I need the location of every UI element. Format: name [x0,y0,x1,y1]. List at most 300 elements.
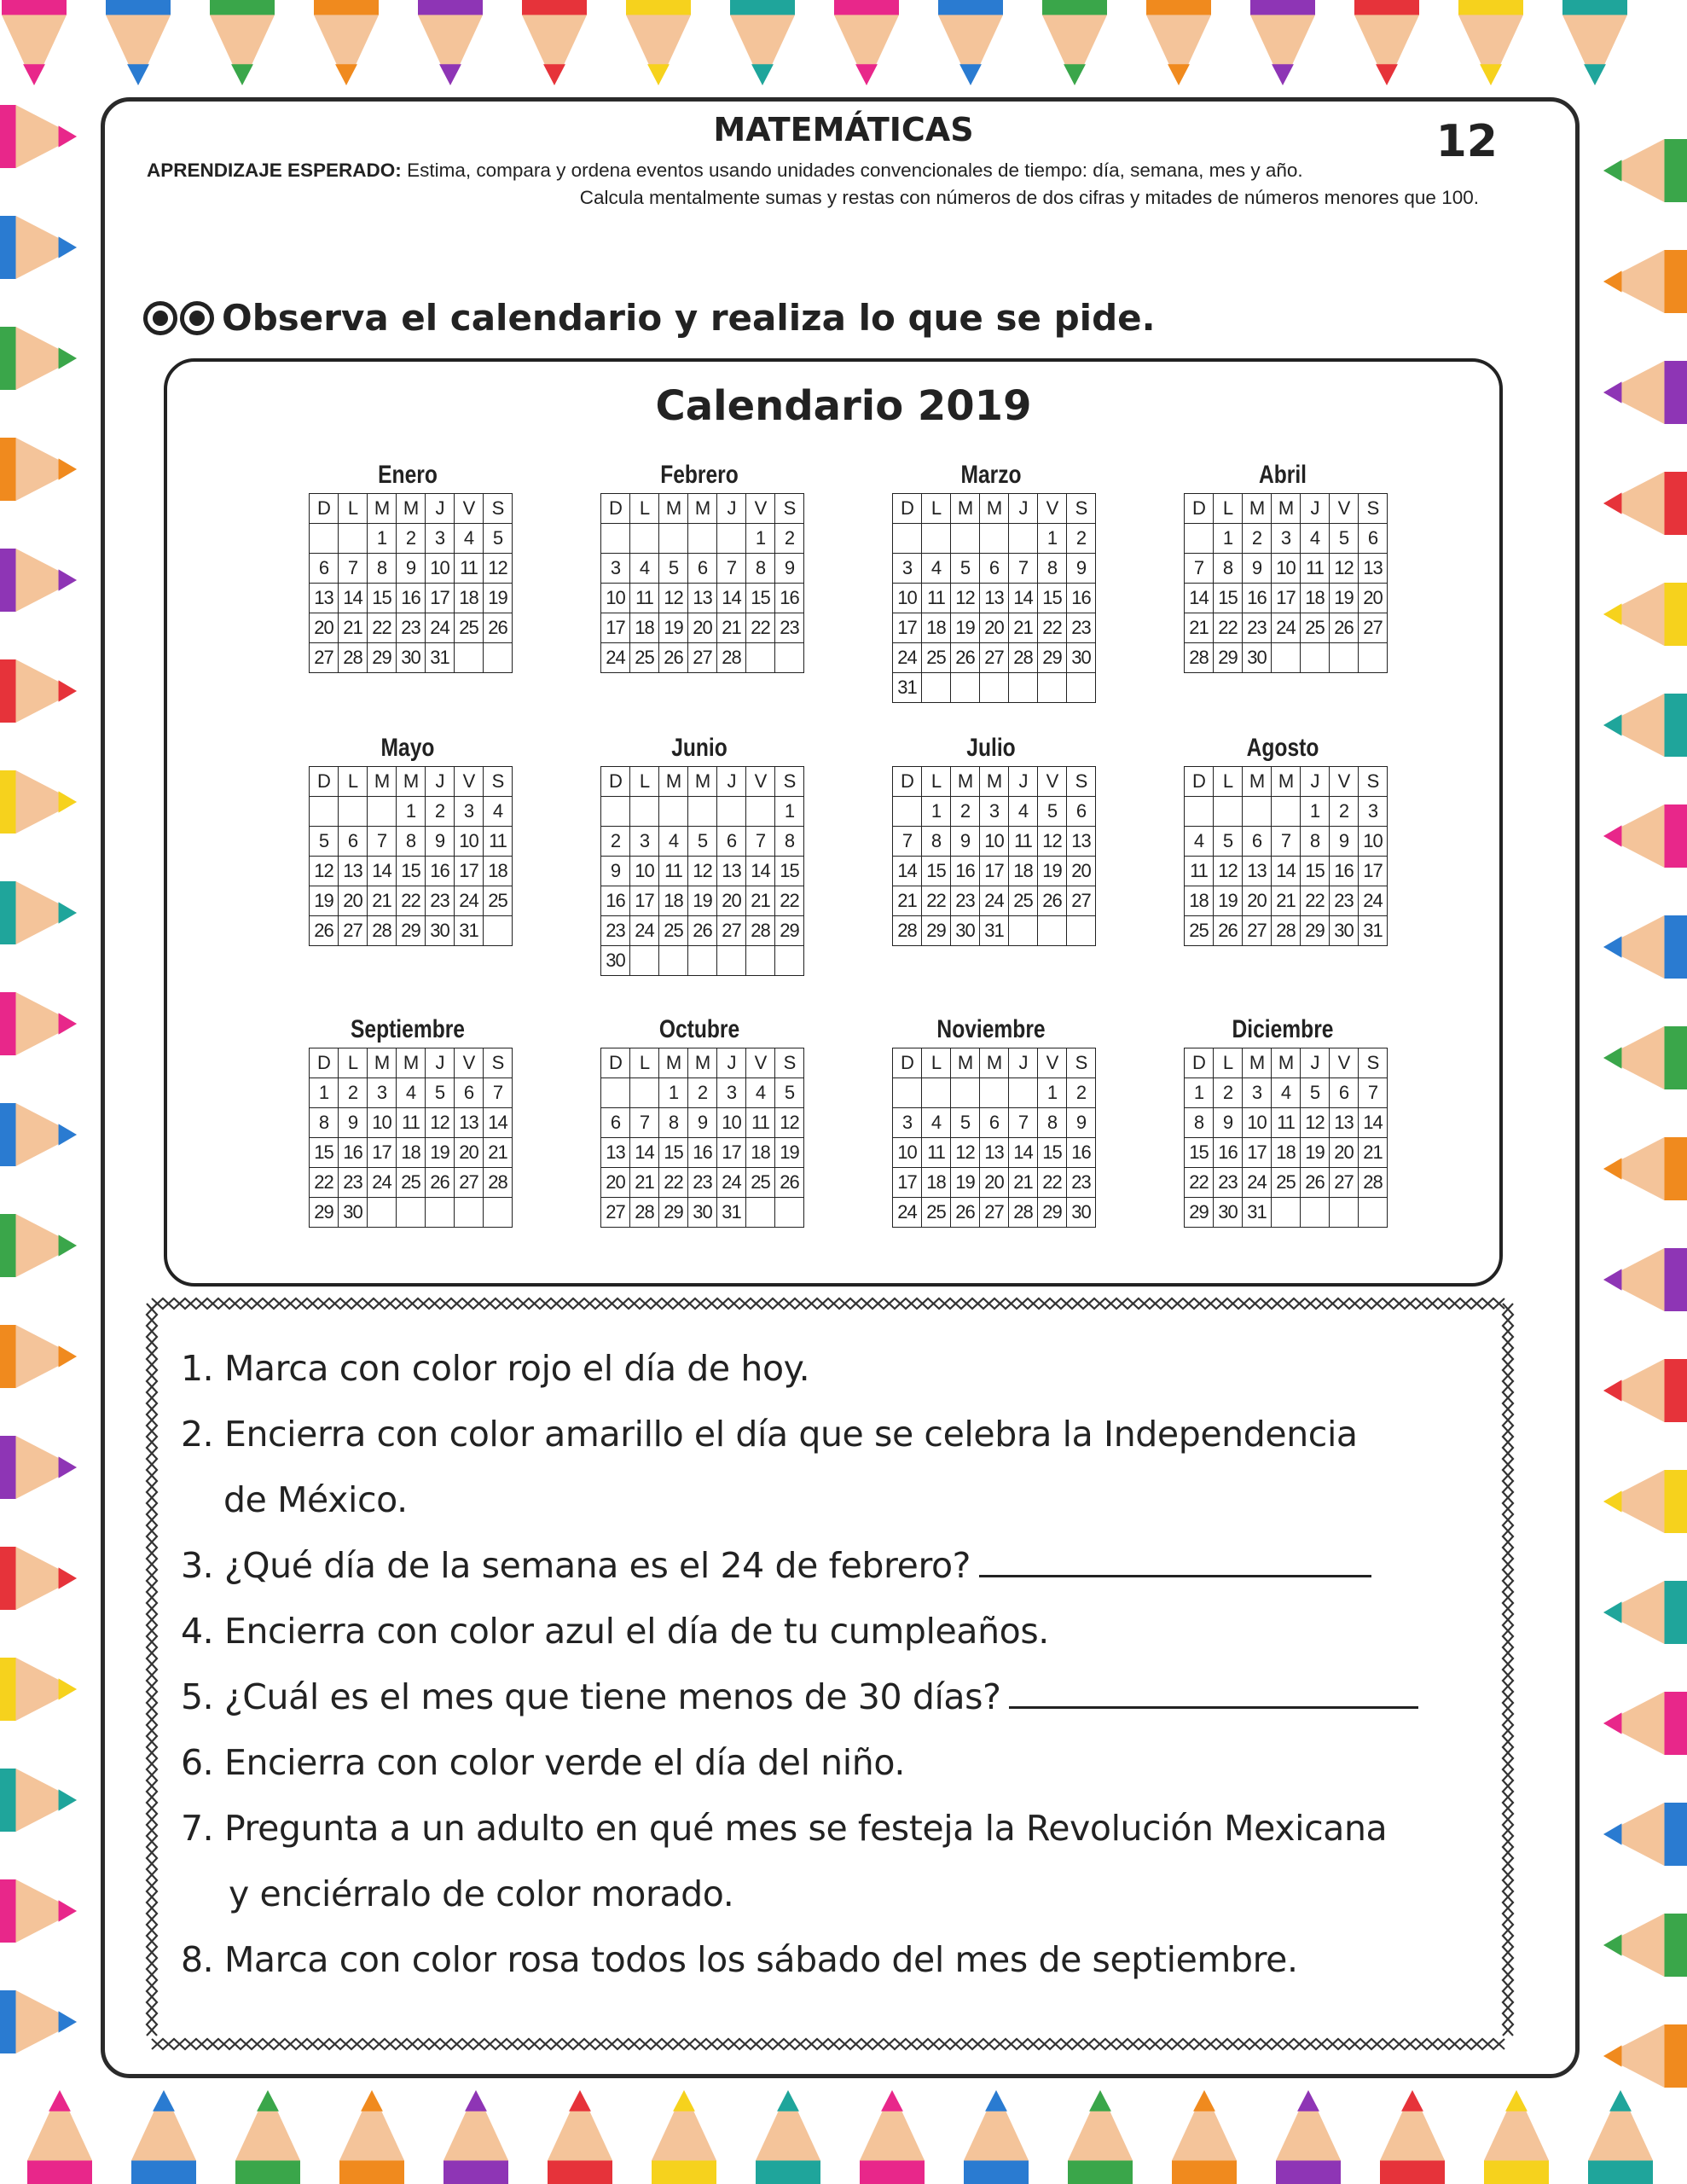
day-cell[interactable] [1009,524,1038,554]
day-cell[interactable]: 3 [1359,797,1388,827]
day-cell[interactable]: 12 [659,584,688,613]
day-cell[interactable]: 30 [1214,1198,1243,1228]
day-cell[interactable]: 15 [1038,584,1067,613]
day-cell[interactable]: 8 [1185,1108,1214,1138]
day-cell[interactable] [893,524,922,554]
day-cell[interactable]: 20 [688,613,717,643]
day-cell[interactable]: 2 [397,524,426,554]
day-cell[interactable]: 8 [1038,1108,1067,1138]
day-cell[interactable]: 20 [980,613,1009,643]
day-cell[interactable]: 19 [484,584,513,613]
day-cell[interactable]: 28 [1185,643,1214,673]
day-cell[interactable]: 14 [339,584,368,613]
day-cell[interactable]: 2 [1330,797,1359,827]
day-cell[interactable]: 15 [1038,1138,1067,1168]
day-cell[interactable]: 6 [1359,524,1388,554]
day-cell[interactable] [659,797,688,827]
day-cell[interactable]: 13 [980,1138,1009,1168]
day-cell[interactable]: 31 [717,1198,746,1228]
day-cell[interactable]: 24 [980,886,1009,916]
day-cell[interactable]: 29 [1301,916,1330,946]
day-cell[interactable] [1038,916,1067,946]
day-cell[interactable]: 27 [1359,613,1388,643]
day-cell[interactable] [1185,797,1214,827]
day-cell[interactable]: 16 [775,584,804,613]
day-cell[interactable]: 12 [1330,554,1359,584]
day-cell[interactable]: 17 [426,584,455,613]
day-cell[interactable]: 14 [484,1108,513,1138]
day-cell[interactable]: 5 [688,827,717,857]
day-cell[interactable]: 11 [484,827,513,857]
day-cell[interactable]: 29 [397,916,426,946]
day-cell[interactable]: 24 [893,1198,922,1228]
day-cell[interactable]: 3 [717,1078,746,1108]
day-cell[interactable]: 1 [1038,1078,1067,1108]
day-cell[interactable]: 27 [455,1168,484,1198]
day-cell[interactable]: 24 [893,643,922,673]
day-cell[interactable]: 26 [1330,613,1359,643]
day-cell[interactable]: 28 [1009,643,1038,673]
day-cell[interactable]: 15 [775,857,804,886]
day-cell[interactable]: 2 [1067,524,1096,554]
day-cell[interactable]: 12 [1038,827,1067,857]
day-cell[interactable]: 6 [1330,1078,1359,1108]
day-cell[interactable]: 27 [717,916,746,946]
day-cell[interactable]: 22 [746,613,775,643]
day-cell[interactable]: 23 [775,613,804,643]
day-cell[interactable]: 23 [1067,613,1096,643]
day-cell[interactable]: 27 [339,916,368,946]
day-cell[interactable] [1038,673,1067,703]
day-cell[interactable]: 8 [659,1108,688,1138]
day-cell[interactable] [922,1078,951,1108]
day-cell[interactable]: 22 [1038,613,1067,643]
day-cell[interactable]: 11 [1301,554,1330,584]
day-cell[interactable] [484,643,513,673]
day-cell[interactable]: 25 [659,916,688,946]
day-cell[interactable]: 6 [980,1108,1009,1138]
day-cell[interactable]: 4 [922,554,951,584]
day-cell[interactable]: 3 [630,827,659,857]
day-cell[interactable]: 12 [951,1138,980,1168]
day-cell[interactable] [951,673,980,703]
day-cell[interactable]: 14 [368,857,397,886]
day-cell[interactable]: 25 [630,643,659,673]
day-cell[interactable]: 20 [601,1168,630,1198]
day-cell[interactable]: 5 [484,524,513,554]
day-cell[interactable]: 16 [1067,1138,1096,1168]
day-cell[interactable]: 26 [426,1168,455,1198]
day-cell[interactable] [1272,1198,1301,1228]
day-cell[interactable]: 10 [601,584,630,613]
day-cell[interactable] [484,916,513,946]
day-cell[interactable]: 9 [1330,827,1359,857]
day-cell[interactable]: 2 [775,524,804,554]
day-cell[interactable] [775,946,804,976]
day-cell[interactable] [746,946,775,976]
day-cell[interactable]: 20 [455,1138,484,1168]
day-cell[interactable]: 29 [659,1198,688,1228]
day-cell[interactable]: 1 [922,797,951,827]
day-cell[interactable]: 11 [1009,827,1038,857]
day-cell[interactable]: 11 [397,1108,426,1138]
day-cell[interactable]: 21 [1009,613,1038,643]
day-cell[interactable]: 17 [455,857,484,886]
day-cell[interactable]: 6 [980,554,1009,584]
day-cell[interactable]: 13 [980,584,1009,613]
day-cell[interactable]: 28 [630,1198,659,1228]
day-cell[interactable]: 18 [484,857,513,886]
day-cell[interactable]: 7 [1009,554,1038,584]
day-cell[interactable]: 22 [922,886,951,916]
day-cell[interactable]: 3 [1272,524,1301,554]
day-cell[interactable]: 1 [368,524,397,554]
day-cell[interactable]: 16 [951,857,980,886]
day-cell[interactable]: 18 [397,1138,426,1168]
day-cell[interactable]: 29 [1038,643,1067,673]
day-cell[interactable] [368,797,397,827]
day-cell[interactable]: 2 [1243,524,1272,554]
day-cell[interactable]: 13 [1359,554,1388,584]
day-cell[interactable]: 30 [339,1198,368,1228]
day-cell[interactable]: 27 [980,1198,1009,1228]
day-cell[interactable]: 24 [1243,1168,1272,1198]
day-cell[interactable]: 8 [1301,827,1330,857]
day-cell[interactable]: 16 [426,857,455,886]
day-cell[interactable]: 28 [1359,1168,1388,1198]
day-cell[interactable]: 17 [1272,584,1301,613]
day-cell[interactable]: 10 [368,1108,397,1138]
day-cell[interactable] [893,1078,922,1108]
day-cell[interactable] [688,797,717,827]
day-cell[interactable]: 16 [397,584,426,613]
day-cell[interactable]: 24 [426,613,455,643]
day-cell[interactable]: 28 [1009,1198,1038,1228]
day-cell[interactable]: 12 [688,857,717,886]
day-cell[interactable]: 23 [951,886,980,916]
day-cell[interactable]: 9 [397,554,426,584]
day-cell[interactable] [455,643,484,673]
day-cell[interactable]: 19 [775,1138,804,1168]
day-cell[interactable]: 26 [688,916,717,946]
day-cell[interactable]: 17 [980,857,1009,886]
day-cell[interactable]: 17 [717,1138,746,1168]
day-cell[interactable]: 19 [951,1168,980,1198]
day-cell[interactable]: 14 [746,857,775,886]
day-cell[interactable]: 30 [1330,916,1359,946]
day-cell[interactable] [951,524,980,554]
day-cell[interactable]: 25 [484,886,513,916]
day-cell[interactable]: 15 [310,1138,339,1168]
day-cell[interactable]: 3 [455,797,484,827]
day-cell[interactable]: 8 [1038,554,1067,584]
day-cell[interactable]: 19 [426,1138,455,1168]
day-cell[interactable]: 10 [630,857,659,886]
day-cell[interactable]: 14 [1359,1108,1388,1138]
day-cell[interactable]: 25 [922,1198,951,1228]
day-cell[interactable]: 15 [1185,1138,1214,1168]
day-cell[interactable] [1067,673,1096,703]
day-cell[interactable] [426,1198,455,1228]
day-cell[interactable] [659,946,688,976]
day-cell[interactable]: 21 [1185,613,1214,643]
day-cell[interactable]: 3 [368,1078,397,1108]
day-cell[interactable] [1243,797,1272,827]
day-cell[interactable]: 10 [455,827,484,857]
day-cell[interactable]: 20 [339,886,368,916]
day-cell[interactable]: 8 [368,554,397,584]
day-cell[interactable]: 6 [717,827,746,857]
day-cell[interactable]: 11 [1272,1108,1301,1138]
day-cell[interactable]: 17 [368,1138,397,1168]
day-cell[interactable]: 4 [630,554,659,584]
day-cell[interactable]: 2 [339,1078,368,1108]
day-cell[interactable]: 4 [397,1078,426,1108]
day-cell[interactable]: 26 [951,643,980,673]
day-cell[interactable]: 17 [1243,1138,1272,1168]
day-cell[interactable]: 13 [1330,1108,1359,1138]
day-cell[interactable]: 1 [1301,797,1330,827]
day-cell[interactable]: 23 [1067,1168,1096,1198]
day-cell[interactable]: 1 [1214,524,1243,554]
day-cell[interactable]: 16 [1330,857,1359,886]
day-cell[interactable] [717,946,746,976]
day-cell[interactable]: 21 [1359,1138,1388,1168]
day-cell[interactable]: 31 [455,916,484,946]
day-cell[interactable]: 12 [775,1108,804,1138]
day-cell[interactable]: 17 [893,1168,922,1198]
day-cell[interactable]: 7 [1185,554,1214,584]
day-cell[interactable] [922,524,951,554]
day-cell[interactable]: 5 [951,1108,980,1138]
day-cell[interactable]: 11 [922,1138,951,1168]
day-cell[interactable] [455,1198,484,1228]
day-cell[interactable]: 18 [659,886,688,916]
day-cell[interactable]: 23 [1243,613,1272,643]
day-cell[interactable]: 18 [1009,857,1038,886]
day-cell[interactable]: 10 [426,554,455,584]
day-cell[interactable]: 31 [1359,916,1388,946]
day-cell[interactable]: 10 [1272,554,1301,584]
day-cell[interactable]: 5 [1330,524,1359,554]
day-cell[interactable]: 25 [1009,886,1038,916]
day-cell[interactable]: 2 [1067,1078,1096,1108]
day-cell[interactable]: 13 [1067,827,1096,857]
day-cell[interactable]: 21 [746,886,775,916]
day-cell[interactable]: 5 [1038,797,1067,827]
day-cell[interactable]: 2 [688,1078,717,1108]
day-cell[interactable]: 5 [1301,1078,1330,1108]
day-cell[interactable] [1009,1078,1038,1108]
day-cell[interactable]: 29 [1214,643,1243,673]
day-cell[interactable]: 30 [1243,643,1272,673]
day-cell[interactable]: 7 [1359,1078,1388,1108]
day-cell[interactable]: 13 [601,1138,630,1168]
day-cell[interactable]: 25 [1272,1168,1301,1198]
day-cell[interactable]: 17 [630,886,659,916]
day-cell[interactable]: 15 [746,584,775,613]
day-cell[interactable] [630,524,659,554]
day-cell[interactable]: 9 [951,827,980,857]
day-cell[interactable]: 13 [310,584,339,613]
day-cell[interactable]: 27 [1067,886,1096,916]
day-cell[interactable]: 6 [688,554,717,584]
day-cell[interactable]: 11 [630,584,659,613]
day-cell[interactable]: 24 [368,1168,397,1198]
day-cell[interactable]: 16 [1067,584,1096,613]
day-cell[interactable] [339,797,368,827]
day-cell[interactable] [630,797,659,827]
day-cell[interactable]: 19 [951,613,980,643]
day-cell[interactable]: 16 [339,1138,368,1168]
day-cell[interactable]: 9 [601,857,630,886]
day-cell[interactable]: 11 [746,1108,775,1138]
day-cell[interactable]: 5 [1214,827,1243,857]
day-cell[interactable]: 12 [951,584,980,613]
day-cell[interactable]: 27 [980,643,1009,673]
day-cell[interactable]: 13 [717,857,746,886]
day-cell[interactable] [1272,643,1301,673]
day-cell[interactable]: 5 [951,554,980,584]
day-cell[interactable]: 20 [310,613,339,643]
day-cell[interactable]: 8 [1214,554,1243,584]
day-cell[interactable]: 26 [484,613,513,643]
day-cell[interactable] [688,946,717,976]
day-cell[interactable]: 15 [1214,584,1243,613]
day-cell[interactable]: 6 [310,554,339,584]
day-cell[interactable]: 21 [484,1138,513,1168]
day-cell[interactable]: 2 [426,797,455,827]
day-cell[interactable] [1301,643,1330,673]
day-cell[interactable] [893,797,922,827]
day-cell[interactable]: 4 [484,797,513,827]
day-cell[interactable]: 3 [601,554,630,584]
day-cell[interactable] [601,524,630,554]
day-cell[interactable]: 22 [397,886,426,916]
day-cell[interactable]: 10 [1359,827,1388,857]
day-cell[interactable]: 3 [1243,1078,1272,1108]
day-cell[interactable]: 6 [1243,827,1272,857]
day-cell[interactable] [717,797,746,827]
day-cell[interactable]: 22 [1038,1168,1067,1198]
day-cell[interactable]: 31 [1243,1198,1272,1228]
day-cell[interactable]: 2 [1214,1078,1243,1108]
day-cell[interactable] [601,1078,630,1108]
day-cell[interactable] [1330,643,1359,673]
day-cell[interactable]: 1 [397,797,426,827]
day-cell[interactable]: 10 [893,1138,922,1168]
day-cell[interactable]: 12 [310,857,339,886]
day-cell[interactable]: 23 [397,613,426,643]
day-cell[interactable]: 29 [922,916,951,946]
day-cell[interactable]: 15 [922,857,951,886]
day-cell[interactable] [746,643,775,673]
day-cell[interactable] [717,524,746,554]
day-cell[interactable]: 14 [630,1138,659,1168]
day-cell[interactable]: 13 [1243,857,1272,886]
day-cell[interactable]: 23 [688,1168,717,1198]
day-cell[interactable]: 19 [688,886,717,916]
day-cell[interactable] [1067,916,1096,946]
day-cell[interactable]: 10 [717,1108,746,1138]
day-cell[interactable]: 20 [717,886,746,916]
day-cell[interactable]: 26 [1214,916,1243,946]
day-cell[interactable]: 7 [630,1108,659,1138]
day-cell[interactable]: 24 [630,916,659,946]
answer-line[interactable] [979,1546,1371,1577]
day-cell[interactable]: 17 [601,613,630,643]
day-cell[interactable]: 11 [1185,857,1214,886]
day-cell[interactable]: 29 [1185,1198,1214,1228]
day-cell[interactable]: 3 [426,524,455,554]
day-cell[interactable] [1009,916,1038,946]
day-cell[interactable] [1272,797,1301,827]
day-cell[interactable]: 21 [630,1168,659,1198]
day-cell[interactable]: 19 [310,886,339,916]
day-cell[interactable]: 14 [893,857,922,886]
day-cell[interactable]: 12 [1214,857,1243,886]
day-cell[interactable]: 9 [426,827,455,857]
day-cell[interactable]: 31 [893,673,922,703]
day-cell[interactable]: 11 [922,584,951,613]
day-cell[interactable]: 30 [951,916,980,946]
day-cell[interactable]: 27 [688,643,717,673]
day-cell[interactable] [310,797,339,827]
day-cell[interactable] [980,673,1009,703]
day-cell[interactable]: 18 [1272,1138,1301,1168]
day-cell[interactable]: 30 [1067,1198,1096,1228]
day-cell[interactable]: 28 [893,916,922,946]
day-cell[interactable]: 26 [1301,1168,1330,1198]
day-cell[interactable]: 8 [922,827,951,857]
day-cell[interactable]: 18 [922,613,951,643]
day-cell[interactable]: 26 [310,916,339,946]
day-cell[interactable]: 7 [368,827,397,857]
answer-line[interactable] [1009,1677,1418,1709]
day-cell[interactable]: 3 [980,797,1009,827]
day-cell[interactable]: 25 [397,1168,426,1198]
day-cell[interactable]: 1 [775,797,804,827]
day-cell[interactable]: 14 [717,584,746,613]
day-cell[interactable]: 24 [601,643,630,673]
day-cell[interactable]: 11 [659,857,688,886]
day-cell[interactable]: 1 [746,524,775,554]
day-cell[interactable]: 5 [659,554,688,584]
day-cell[interactable]: 21 [893,886,922,916]
day-cell[interactable] [601,797,630,827]
day-cell[interactable]: 1 [310,1078,339,1108]
day-cell[interactable]: 23 [1214,1168,1243,1198]
day-cell[interactable]: 28 [368,916,397,946]
day-cell[interactable]: 24 [1272,613,1301,643]
day-cell[interactable]: 30 [426,916,455,946]
day-cell[interactable] [1009,673,1038,703]
day-cell[interactable] [484,1198,513,1228]
day-cell[interactable]: 27 [1243,916,1272,946]
day-cell[interactable]: 22 [659,1168,688,1198]
day-cell[interactable] [980,1078,1009,1108]
day-cell[interactable]: 10 [893,584,922,613]
day-cell[interactable]: 16 [688,1138,717,1168]
day-cell[interactable] [1359,1198,1388,1228]
day-cell[interactable] [951,1078,980,1108]
day-cell[interactable]: 30 [688,1198,717,1228]
day-cell[interactable]: 8 [310,1108,339,1138]
day-cell[interactable] [775,643,804,673]
day-cell[interactable]: 15 [1301,857,1330,886]
day-cell[interactable]: 18 [1185,886,1214,916]
day-cell[interactable]: 9 [1214,1108,1243,1138]
